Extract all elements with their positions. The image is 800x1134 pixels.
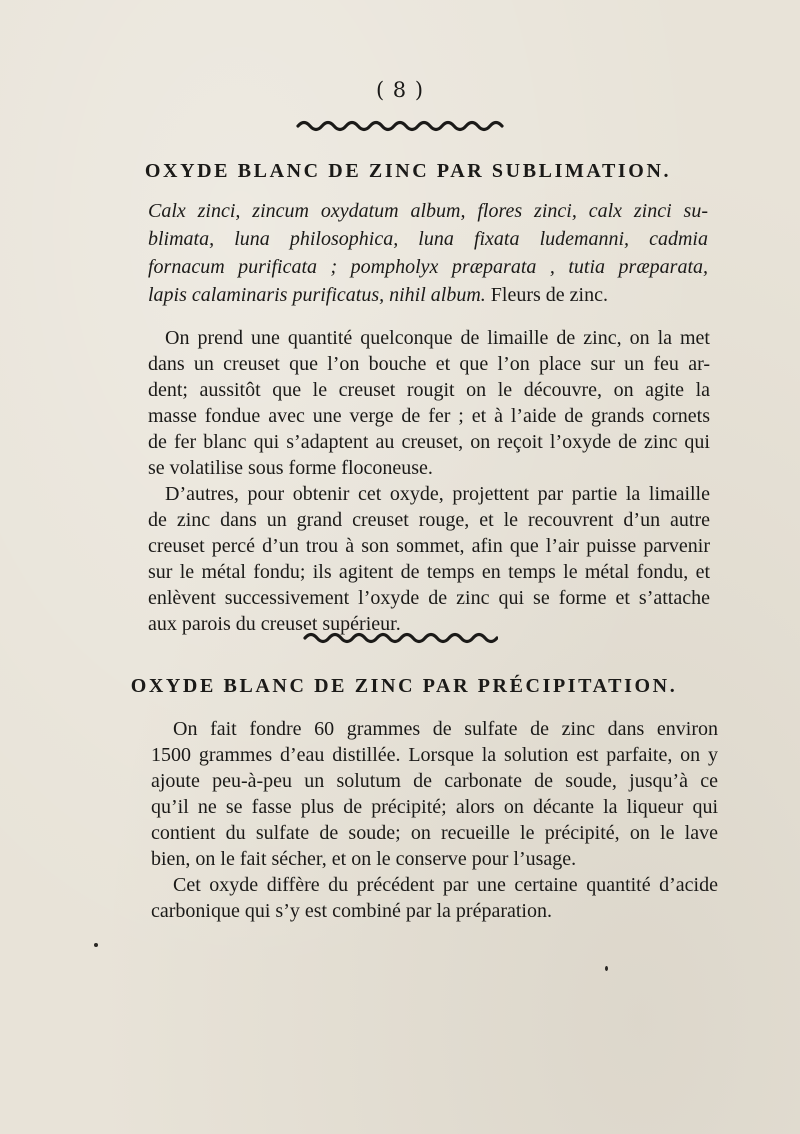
synonyms-line: Calx zinci, zincum oxydatum album, flores zinci, calx zinci su- bbox=[148, 200, 708, 222]
ink-speck bbox=[605, 966, 608, 971]
paragraph-line: On prend une quantité quelconque de limaille de zinc, on la met bbox=[165, 327, 710, 349]
paragraph-line: contient du sulfate de soude; on recueille le précipité, on le lave bbox=[151, 822, 718, 844]
section-heading-precipitation: OXYDE BLANC DE ZINC PAR PRÉCIPITATION. bbox=[130, 675, 678, 697]
wave-ornament-icon bbox=[302, 630, 498, 646]
paragraph-line: bien, on le fait sécher, et on le conserve pour l’usage. bbox=[151, 848, 577, 870]
paragraph-line: dent; aussitôt que le creuset rougit on le découvre, on agite la bbox=[148, 379, 710, 401]
ornament-divider-top bbox=[0, 118, 800, 138]
paragraph-line: de zinc dans un grand creuset rouge, et le recouvrent d’un autre bbox=[148, 509, 710, 531]
paragraph-line: creuset percé d’un trou à son sommet, afin que l’air puisse parvenir bbox=[148, 535, 710, 557]
paragraph-line: masse fondue avec une verge de fer ; et à l’aide de grands cornets bbox=[148, 405, 710, 427]
paragraph-line: dans un creuset que l’on bouche et que l’on place sur un feu ar- bbox=[148, 353, 710, 375]
paragraph-line: aux parois du creuset supérieur. bbox=[148, 613, 401, 635]
paragraph-line: se volatilise sous forme floconeuse. bbox=[148, 457, 433, 479]
synonyms-line-last bbox=[148, 283, 608, 307]
paragraph-line: 1500 grammes d’eau distillée. Lorsque la solution est parfaite, on y bbox=[151, 744, 718, 766]
paragraph-line: enlèvent successivement l’oxyde de zinc qui se forme et s’attache bbox=[148, 587, 710, 609]
paragraph-line: carbonique qui s’y est combiné par la préparation. bbox=[151, 900, 552, 922]
synonyms-line: fornacum purificata ; pompholyx præparata , tutia præparata, bbox=[148, 256, 708, 278]
ink-speck bbox=[94, 943, 98, 947]
synonyms-latin: lapis calaminaris purificatus, nihil album. bbox=[148, 284, 486, 306]
wave-ornament-icon bbox=[295, 118, 505, 134]
paragraph-line: D’autres, pour obtenir cet oxyde, projettent par partie la limaille bbox=[165, 483, 710, 505]
section-heading-sublimation: OXYDE BLANC DE ZINC PAR SUBLIMATION. bbox=[144, 160, 672, 182]
paragraph-line: sur le métal fondu; ils agitent de temps en temps le métal fondu, et bbox=[148, 561, 710, 583]
paragraph-line: On fait fondre 60 grammes de sulfate de zinc dans environ bbox=[173, 718, 718, 740]
synonyms-line: blimata, luna philosophica, luna fixata ludemanni, cadmia bbox=[148, 228, 708, 250]
paragraph-line: de fer blanc qui s’adaptent au creuset, on reçoit l’oxyde de zinc qui bbox=[148, 431, 710, 453]
ornament-divider-middle bbox=[0, 630, 800, 650]
paragraph-line: Cet oxyde diffère du précédent par une certaine quantité d’acide bbox=[173, 874, 718, 896]
paragraph-line: ajoute peu-à-peu un solutum de carbonate de soude, jusqu’à ce bbox=[151, 770, 718, 792]
synonyms-french: Fleurs de zinc. bbox=[485, 284, 608, 306]
paragraph-line: qu’il ne se fasse plus de précipité; alors on décante la liqueur qui bbox=[151, 796, 718, 818]
page-number: ( 8 ) bbox=[375, 78, 425, 102]
